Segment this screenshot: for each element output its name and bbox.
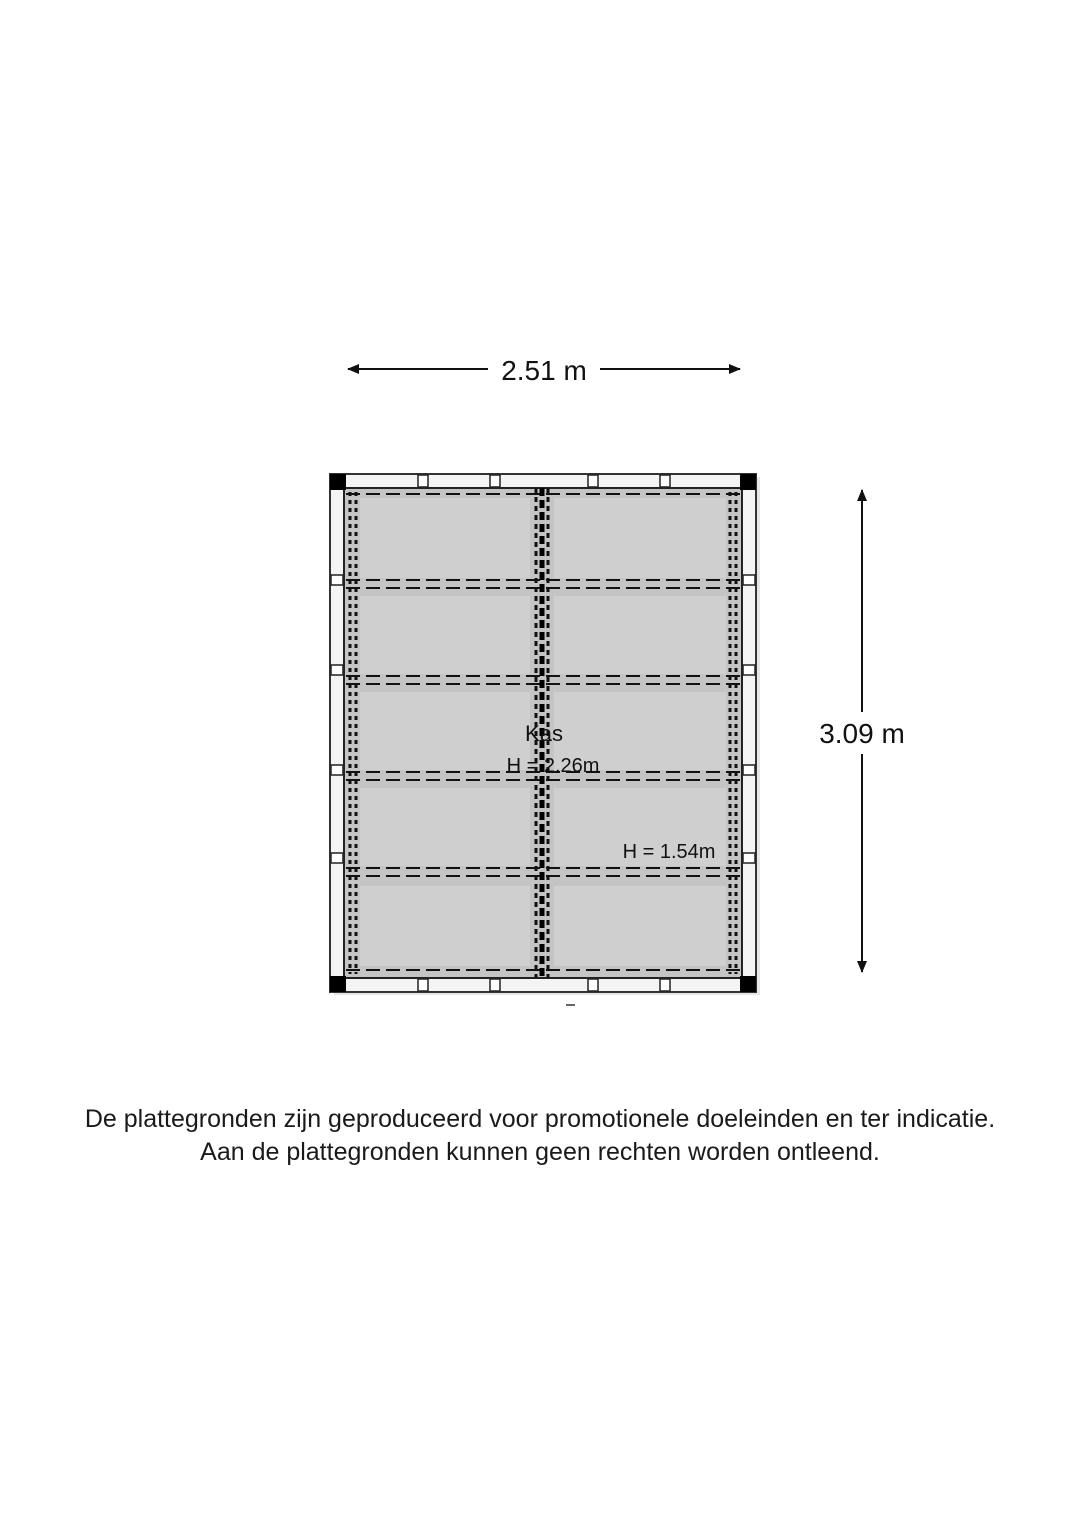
disclaimer-line-1: De plattegronden zijn geproduceerd voor promotionele doeleinden en ter indicatie. bbox=[84, 1105, 996, 1133]
depth-dimension bbox=[812, 490, 914, 972]
room-height-center: H = 2.26m bbox=[506, 755, 600, 777]
disclaimer-line-2: Aan de plattegronden kunnen geen rechten worden ontleend. bbox=[200, 1138, 880, 1166]
depth-label: 3.09 m bbox=[819, 718, 905, 749]
width-dimension bbox=[348, 355, 740, 386]
greenhouse-plan bbox=[330, 474, 760, 1005]
width-label: 2.51 m bbox=[501, 355, 587, 386]
room-name: Kas bbox=[525, 721, 563, 746]
room-height-side: H = 1.54m bbox=[622, 841, 716, 863]
